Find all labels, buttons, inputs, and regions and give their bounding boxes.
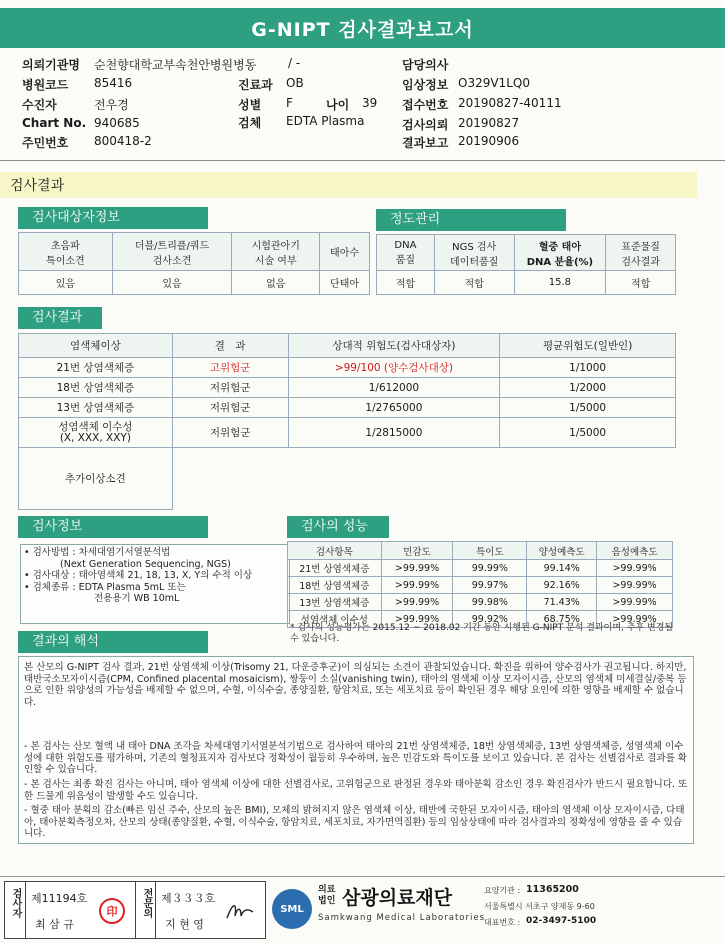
seal-stamp: 印 — [99, 898, 125, 924]
tel: 02-3497-5100 — [526, 916, 597, 926]
perf-cell: 99.97% — [453, 577, 527, 594]
institution: 순천향대학교부속천안병원병동 — [94, 58, 257, 72]
perf-header: 양성예측도 — [527, 542, 597, 560]
perf-cell: 21번 상염색체증 — [288, 560, 382, 577]
subject-info-table — [18, 232, 370, 295]
row-risk: >99/100 (양수검사대상) — [288, 358, 500, 378]
section-result-heading: 검사결과 — [0, 172, 697, 198]
dept-label: 진료과 — [238, 78, 273, 92]
subject-header: 태아수 — [320, 233, 370, 271]
footer — [0, 876, 725, 943]
sml-logo: SML — [272, 889, 312, 929]
perf-header: 음성예측도 — [597, 542, 673, 560]
interpretation-note: - 본 검사는 산모 혈액 내 태아 DNA 조각을 차세대염기서열분석기법으로 검사하여 태아의 21번 상염색체증, 18번 상염색체증, 13번 상염색체증, 성염색체 이수성에 대한 위험도를 평가하며, 기존의 혈청표지자 검사보다 정확성이 월등히 우수하며, 높은 민감도와 특이도를 보이고 있습니다. 본 검사는 선별검사로 결과를 확인할 수 있습니다. — [24, 741, 687, 775]
perf-cell: >99.99% — [597, 611, 673, 628]
qc-value: 적합 — [606, 271, 676, 295]
row-name: 21번 상염색체증 — [19, 358, 173, 378]
perf-cell: >99.99% — [597, 577, 673, 594]
table-row — [19, 358, 676, 378]
subject-info-tab: 검사대상자정보 — [18, 207, 208, 229]
patient: 전우경 — [94, 98, 129, 112]
test-info-box — [20, 544, 290, 624]
row-risk: 1/612000 — [288, 378, 500, 398]
perf-cell: >99.99% — [597, 594, 673, 611]
perf-cell: 13번 상염색체증 — [288, 594, 382, 611]
row-name: 18번 상염색체증 — [19, 378, 173, 398]
tel-label: 대표번호 : — [484, 918, 521, 927]
qc-table — [376, 234, 676, 295]
perf-header: 민감도 — [381, 542, 453, 560]
hospital-code: 85416 — [94, 76, 133, 90]
table-row — [288, 560, 673, 577]
test-info-line: • 검사방법 : 차세대염기서열분석법 — [24, 547, 171, 558]
perf-cell: 92.16% — [527, 577, 597, 594]
row-result: 고위험군 — [172, 358, 288, 378]
sex: F — [286, 96, 293, 110]
results-header: 평균위험도(일반인) — [500, 334, 676, 358]
qc-header: 표준물질 검사결과 — [606, 235, 676, 271]
signature-icon — [223, 900, 257, 924]
test-info-line: 전용용기 WB 10mL — [94, 593, 180, 604]
rrn-label: 주민번호 — [22, 136, 69, 150]
qc-value: 적합 — [434, 271, 514, 295]
table-row — [288, 594, 673, 611]
test-info-line: • 검체종류 : EDTA Plasma 5mL 또는 — [24, 581, 186, 593]
performance-table — [287, 541, 673, 628]
row-avg: 1/5000 — [500, 418, 676, 448]
interpretation-note: - 혈중 태아 분획의 감소(빠른 임신 주수, 산모의 높은 BMI), 모체의 밝혀지지 않은 염색체 이상, 태반에 국한된 모자이시즘, 태아의 염색체 이상 모자이시즘, 다태아, 태아분획측정오차, 산모의 상태(종양질환, 수혈, 이식수술, 항암치료, 세포치료, 자가면역질환) 등의 임상상태에 따라 검사결과의 정확성에 영향을 줄 수 있습니다. — [24, 805, 685, 839]
chart-no: 940685 — [94, 116, 140, 130]
results-tab: 검사결과 — [18, 307, 102, 329]
subject-value: 있음 — [112, 271, 232, 295]
row-result: 저위험군 — [172, 418, 288, 448]
institution-suffix: / - — [288, 56, 301, 70]
performance-note: * 검사의 성능평가는 2015.12 ~ 2018.02 기간 동안 시행된 G-NIPT 분석 결과이며, 추후 변경될 수 있습니다. — [290, 623, 674, 644]
org-prefix-2: 법인 — [318, 896, 336, 906]
table-row — [19, 418, 676, 448]
qc-value: 적합 — [377, 271, 435, 295]
row-avg: 1/2000 — [500, 378, 676, 398]
perf-cell: >99.99% — [381, 611, 453, 628]
interpretation-note: - 본 검사는 최종 확진 검사는 아니며, 태아 염색체 이상에 대한 선별검사로, 고위험군으로 판정된 경우와 태아분획 감소인 경우 확진검사가 반드시 필요합니다. 또한 드물게 위음성이 발생할 수도 있습니다. — [24, 779, 688, 802]
row-risk: 1/2765000 — [288, 398, 500, 418]
table-row — [288, 577, 673, 594]
request-label: 검사의뢰 — [402, 118, 449, 132]
row-risk: 1/2815000 — [288, 418, 500, 448]
perf-cell: >99.99% — [597, 560, 673, 577]
results-table — [18, 333, 676, 510]
report-date: 20190906 — [458, 134, 520, 148]
row-avg: 1/1000 — [500, 358, 676, 378]
perf-cell: 99.99% — [453, 560, 527, 577]
qc-header: 혈중 태아 DNA 분율(%) — [514, 235, 606, 271]
specimen: EDTA Plasma — [286, 114, 365, 128]
qc-tab: 정도관리 — [376, 209, 566, 231]
sex-label: 성별 — [238, 98, 262, 112]
doctor-label: 담당의사 — [402, 58, 449, 72]
performance-tab: 검사의 성능 — [287, 516, 389, 538]
perf-cell: 성염색체 이수성 — [288, 611, 382, 628]
signature-box — [4, 881, 266, 939]
additional-label: 추가이상소견 — [19, 448, 173, 510]
inspector-name: 최 삼 규 — [35, 918, 74, 931]
row-result: 저위험군 — [172, 378, 288, 398]
subject-header: 시험관아기 시술 여부 — [232, 233, 320, 271]
perf-header: 검사항목 — [288, 542, 382, 560]
interpretation-main: 본 산모의 G-NIPT 검사 결과, 21번 상염색체 이상(Trisomy 21, 다운증후군)이 의심되는 소견이 관찰되었습니다. 확진을 위하여 양수검사가 권고됩니다. 하지만, 태반국소모자이시즘(CPM, Confined placental mosaicism), 쌍둥이 소실(vanishing twin), 태아의 염색체 이상 모자이시즘, 산모의 염색체 미세결실/중복 등으로 인한 위양성의 가능성을 배제할 수 없으며, 수혈, 이식수술, 종양질환, 항암치료, 또는 세포치료 등이 확인된 경우 해당 요인에 의한 영향을 배제할 수 없습니다. — [24, 662, 687, 708]
perf-cell: 99.98% — [453, 594, 527, 611]
perf-cell: >99.99% — [381, 577, 453, 594]
perf-cell: 99.14% — [527, 560, 597, 577]
interpretation-tab: 결과의 해석 — [18, 631, 208, 653]
specialist-name: 지 현 영 — [165, 918, 204, 931]
receipt-no: 20190827-40111 — [458, 96, 562, 110]
specialist-label: 전문의 — [141, 888, 152, 918]
report-title: G-NIPT 검사결과보고서 — [0, 8, 725, 48]
rrn: 800418-2 — [94, 134, 152, 148]
specimen-label: 검체 — [238, 116, 262, 130]
interpretation-box — [18, 656, 694, 844]
row-name: 성염색체 이수성 (X, XXX, XXY) — [19, 418, 173, 448]
perf-cell: 68.75% — [527, 611, 597, 628]
test-info-line: (Next Generation Sequencing, NGS) — [60, 558, 231, 570]
age-label: 나이 — [326, 98, 350, 112]
test-info-tab: 검사정보 — [18, 516, 208, 538]
qc-header: NGS 검사 데이터품질 — [434, 235, 514, 271]
test-info-line: • 검사대상 : 태아염색체 21, 18, 13, X, Y의 수적 이상 — [24, 570, 253, 581]
qc-header: DNA 품질 — [377, 235, 435, 271]
subject-value: 없음 — [232, 271, 320, 295]
report-label: 결과보고 — [402, 136, 449, 150]
org-en: Samkwang Medical Laboratories — [318, 913, 486, 923]
request-date: 20190827 — [458, 116, 520, 130]
perf-cell: >99.99% — [381, 560, 453, 577]
subject-value: 있음 — [19, 271, 113, 295]
perf-cell: 99.92% — [453, 611, 527, 628]
org-name: 삼광의료재단 — [342, 887, 453, 909]
clinical-info: O329V1LQ0 — [458, 76, 530, 90]
results-header: 상대적 위험도(검사대상자) — [288, 334, 500, 358]
agency-label: 요양기관 : — [484, 886, 521, 895]
clinical-info-label: 임상정보 — [402, 78, 449, 92]
results-header: 염색체이상 — [19, 334, 173, 358]
perf-cell: 71.43% — [527, 594, 597, 611]
chart-label: Chart No. — [22, 116, 87, 130]
qc-value: 15.8 — [514, 271, 606, 295]
age: 39 — [362, 96, 378, 110]
header-divider — [0, 160, 725, 161]
agency-no: 11365200 — [526, 884, 579, 895]
perf-header: 특이도 — [453, 542, 527, 560]
table-row — [19, 378, 676, 398]
address: 서울특별시 서초구 양재동 9-60 — [484, 902, 595, 911]
subject-value: 단태아 — [320, 271, 370, 295]
receipt-no-label: 접수번호 — [402, 98, 449, 112]
results-header: 결 과 — [172, 334, 288, 358]
hospital-code-label: 병원코드 — [22, 78, 69, 92]
specialist-no: 제３３３호 — [161, 892, 216, 905]
perf-cell: 18번 상염색체증 — [288, 577, 382, 594]
table-row — [19, 398, 676, 418]
row-result: 저위험군 — [172, 398, 288, 418]
additional-value — [172, 448, 675, 510]
institution-label: 의뢰기관명 — [22, 58, 80, 72]
subject-header: 더블/트리플/쿼드 검사소견 — [112, 233, 232, 271]
subject-header: 초음파 특이소견 — [19, 233, 113, 271]
patient-label: 수진자 — [22, 98, 57, 112]
perf-cell: >99.99% — [381, 594, 453, 611]
inspector-no: 제11194호 — [31, 892, 88, 905]
row-avg: 1/5000 — [500, 398, 676, 418]
inspector-label: 검사자 — [10, 888, 21, 918]
dept: OB — [286, 76, 304, 90]
row-name: 13번 상염색체증 — [19, 398, 173, 418]
org-prefix-1: 의료 — [318, 885, 336, 895]
